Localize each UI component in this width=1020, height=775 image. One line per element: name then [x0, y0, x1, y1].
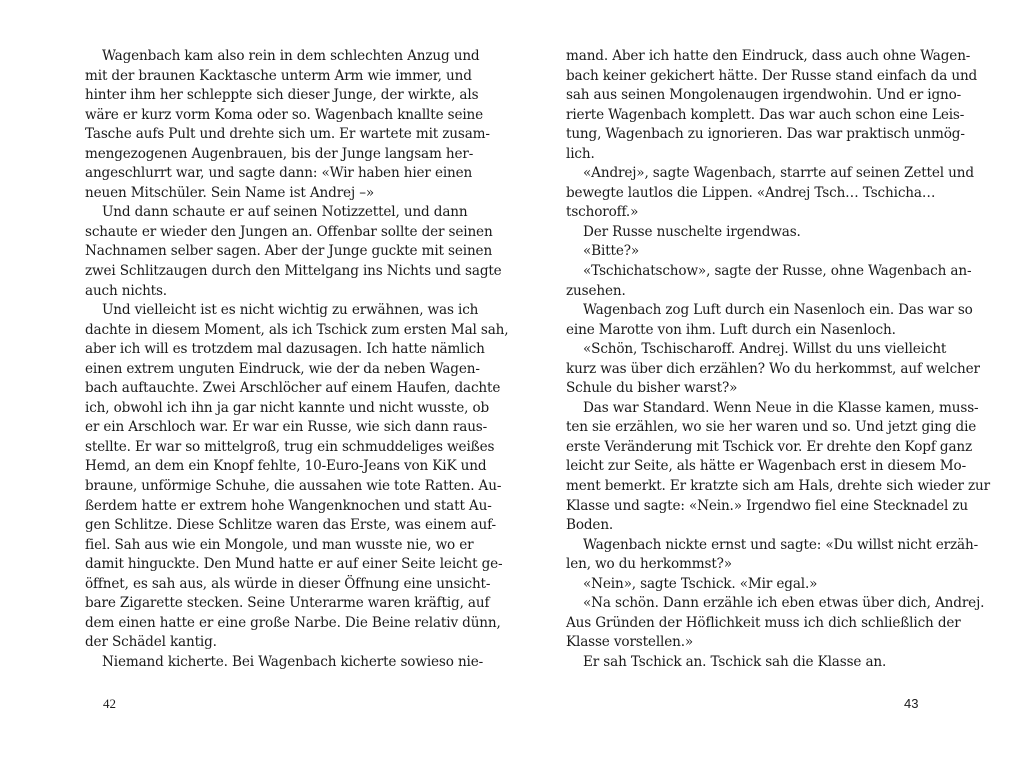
text-line: Wagenbach kam also rein in dem schlechten Anzug und	[102, 48, 480, 64]
text-line: Hemd, an dem ein Knopf fehlte, 10-Euro-Jeans von KiK und	[85, 458, 487, 475]
text-line: tschoroff.»	[566, 204, 639, 221]
text-line: bewegte lautlos die Lippen. «Andrej Tsch… Tschicha…	[566, 184, 936, 201]
text-line: mand. Aber ich hatte den Eindruck, dass auch ohne Wagen-	[566, 48, 971, 64]
text-line: mit der braunen Kacktasche unterm Arm wie immer, und	[85, 67, 472, 84]
page-number-left: 42	[103, 696, 116, 711]
text-line: bare Zigarette stecken. Seine Unterarme waren kräftig, auf	[85, 595, 490, 612]
text-line: «Schön, Tschischaroff. Andrej. Willst du uns vielleicht	[583, 341, 947, 358]
text-line: Nachnamen selber sagen. Aber der Junge guckte mit seinen	[85, 243, 493, 260]
text-line: er ein Arschloch war. Er war ein Russe, wie sich dann raus-	[85, 419, 488, 436]
text-line: sah aus seinen Mongolenaugen irgendwohin. Und er igno-	[566, 87, 962, 104]
text-line: schaute er wieder den Jungen an. Offenbar sollte der seinen	[85, 223, 493, 240]
text-line: aber ich will es trotzdem mal dazusagen. Ich hatte nämlich	[85, 341, 485, 358]
text-line: «Bitte?»	[583, 243, 640, 260]
text-line: zwei Schlitzaugen durch den Mittelgang ins Nichts und sagte	[85, 263, 502, 280]
text-line: «Na schön. Dann erzähle ich eben etwas über dich, Andrej.	[583, 595, 985, 612]
text-line: len, wo du herkommst?»	[566, 556, 732, 573]
text-line: einen extrem unguten Eindruck, wie der da neben Wagen-	[85, 360, 480, 377]
left-page-text	[85, 47, 509, 673]
text-line: Tasche aufs Pult und drehte sich um. Er wartete mit zusam-	[85, 126, 490, 143]
text-line: kurz was über dich erzählen? Wo du herkommst, auf welcher	[566, 360, 980, 377]
text-line: Das war Standard. Wenn Neue in die Klasse kamen, muss-	[583, 399, 979, 416]
text-line: eine Marotte von ihm. Luft durch ein Nasenloch.	[566, 321, 896, 338]
text-line: ich, obwohl ich ihn ja gar nicht kannte und nicht wusste, ob	[85, 399, 490, 416]
text-line: Und vielleicht ist es nicht wichtig zu erwähnen, was ich	[102, 302, 479, 319]
text-line: auch nichts.	[85, 282, 167, 299]
text-line: «Andrej», sagte Wagenbach, starrte auf seinen Zettel und	[583, 165, 974, 182]
text-line: gen Schlitze. Diese Schlitze waren das Erste, was einem auf-	[85, 517, 496, 534]
text-line: Er sah Tschick an. Tschick sah die Klasse an.	[583, 653, 887, 670]
text-line: bach auftauchte. Zwei Arschlöcher auf einem Haufen, dachte	[85, 380, 501, 397]
text-line: Klasse und sagte: «Nein.» Irgendwo fiel eine Stecknadel zu	[566, 497, 968, 514]
text-line: der Schädel kantig.	[85, 634, 217, 651]
text-line: tung, Wagenbach zu ignorieren. Das war praktisch unmög-	[566, 126, 965, 143]
text-line: Klasse vorstellen.»	[566, 634, 694, 651]
text-line: damit hinguckte. Den Mund hatte er auf einer Seite leicht ge-	[85, 556, 503, 573]
text-line: mengezogenen Augenbrauen, bis der Junge langsam her-	[85, 145, 474, 162]
text-line: ßerdem hatte er extrem hohe Wangenknochen und statt Au-	[85, 497, 492, 514]
text-line: öffnet, es sah aus, als würde in dieser Öffnung eine unsicht-	[85, 575, 491, 592]
text-line: rierte Wagenbach komplett. Das war auch schon eine Leis-	[566, 106, 965, 123]
text-line: Wagenbach zog Luft durch ein Nasenloch ein. Das war so	[583, 302, 973, 319]
text-line: Wagenbach nickte ernst und sagte: «Du willst nicht erzäh-	[583, 536, 979, 553]
text-line: Aus Gründen der Höflichkeit muss ich dich schließlich der	[566, 614, 961, 631]
text-line: Schule du bisher warst?»	[566, 380, 738, 397]
text-line: wäre er kurz vorm Koma oder so. Wagenbach knallte seine	[85, 106, 484, 123]
text-line: dachte in diesem Moment, als ich Tschick zum ersten Mal sah,	[85, 321, 509, 338]
text-line: bach keiner gekichert hätte. Der Russe stand einfach da und	[566, 67, 978, 84]
right-page-text	[566, 47, 990, 673]
page-number-right: 43	[904, 696, 919, 711]
text-line: ten sie erzählen, wo sie her waren und so. Und jetzt ging die	[566, 419, 977, 436]
text-line: stellte. Er war so mittelgroß, trug ein schmuddeliges weißes	[85, 438, 495, 455]
text-line: hinter ihm her schleppte sich dieser Junge, der wirkte, als	[85, 87, 479, 104]
text-line: neuen Mitschüler. Sein Name ist Andrej –»	[85, 184, 375, 201]
text-line: lich.	[566, 145, 595, 162]
text-line: braune, unförmige Schuhe, die aussahen wie tote Ratten. Au-	[85, 478, 502, 495]
text-line: ment bemerkt. Er kratzte sich am Hals, drehte sich wieder zur	[566, 478, 990, 495]
text-line: erste Veränderung mit Tschick vor. Er drehte den Kopf ganz	[566, 438, 973, 455]
text-line: Boden.	[566, 517, 614, 534]
text-line: Niemand kicherte. Bei Wagenbach kicherte sowieso nie-	[102, 653, 484, 670]
text-line: «Nein», sagte Tschick. «Mir egal.»	[583, 575, 818, 592]
text-line: fiel. Sah aus wie ein Mongole, und man wusste nie, wo er	[85, 536, 474, 553]
text-line: leicht zur Seite, als hätte er Wagenbach erst in diesem Mo-	[566, 458, 967, 475]
text-line: Und dann schaute er auf seinen Notizzettel, und dann	[102, 204, 468, 221]
text-line: «Tschichatschow», sagte der Russe, ohne Wagenbach an-	[583, 263, 972, 280]
text-line: Der Russe nuschelte irgendwas.	[583, 223, 801, 240]
text-line: zusehen.	[566, 282, 626, 299]
text-line: angeschlurrt war, und sagte dann: «Wir haben hier einen	[85, 165, 473, 182]
text-line: dem einen hatte er eine große Narbe. Die Beine relativ dünn,	[85, 614, 501, 631]
